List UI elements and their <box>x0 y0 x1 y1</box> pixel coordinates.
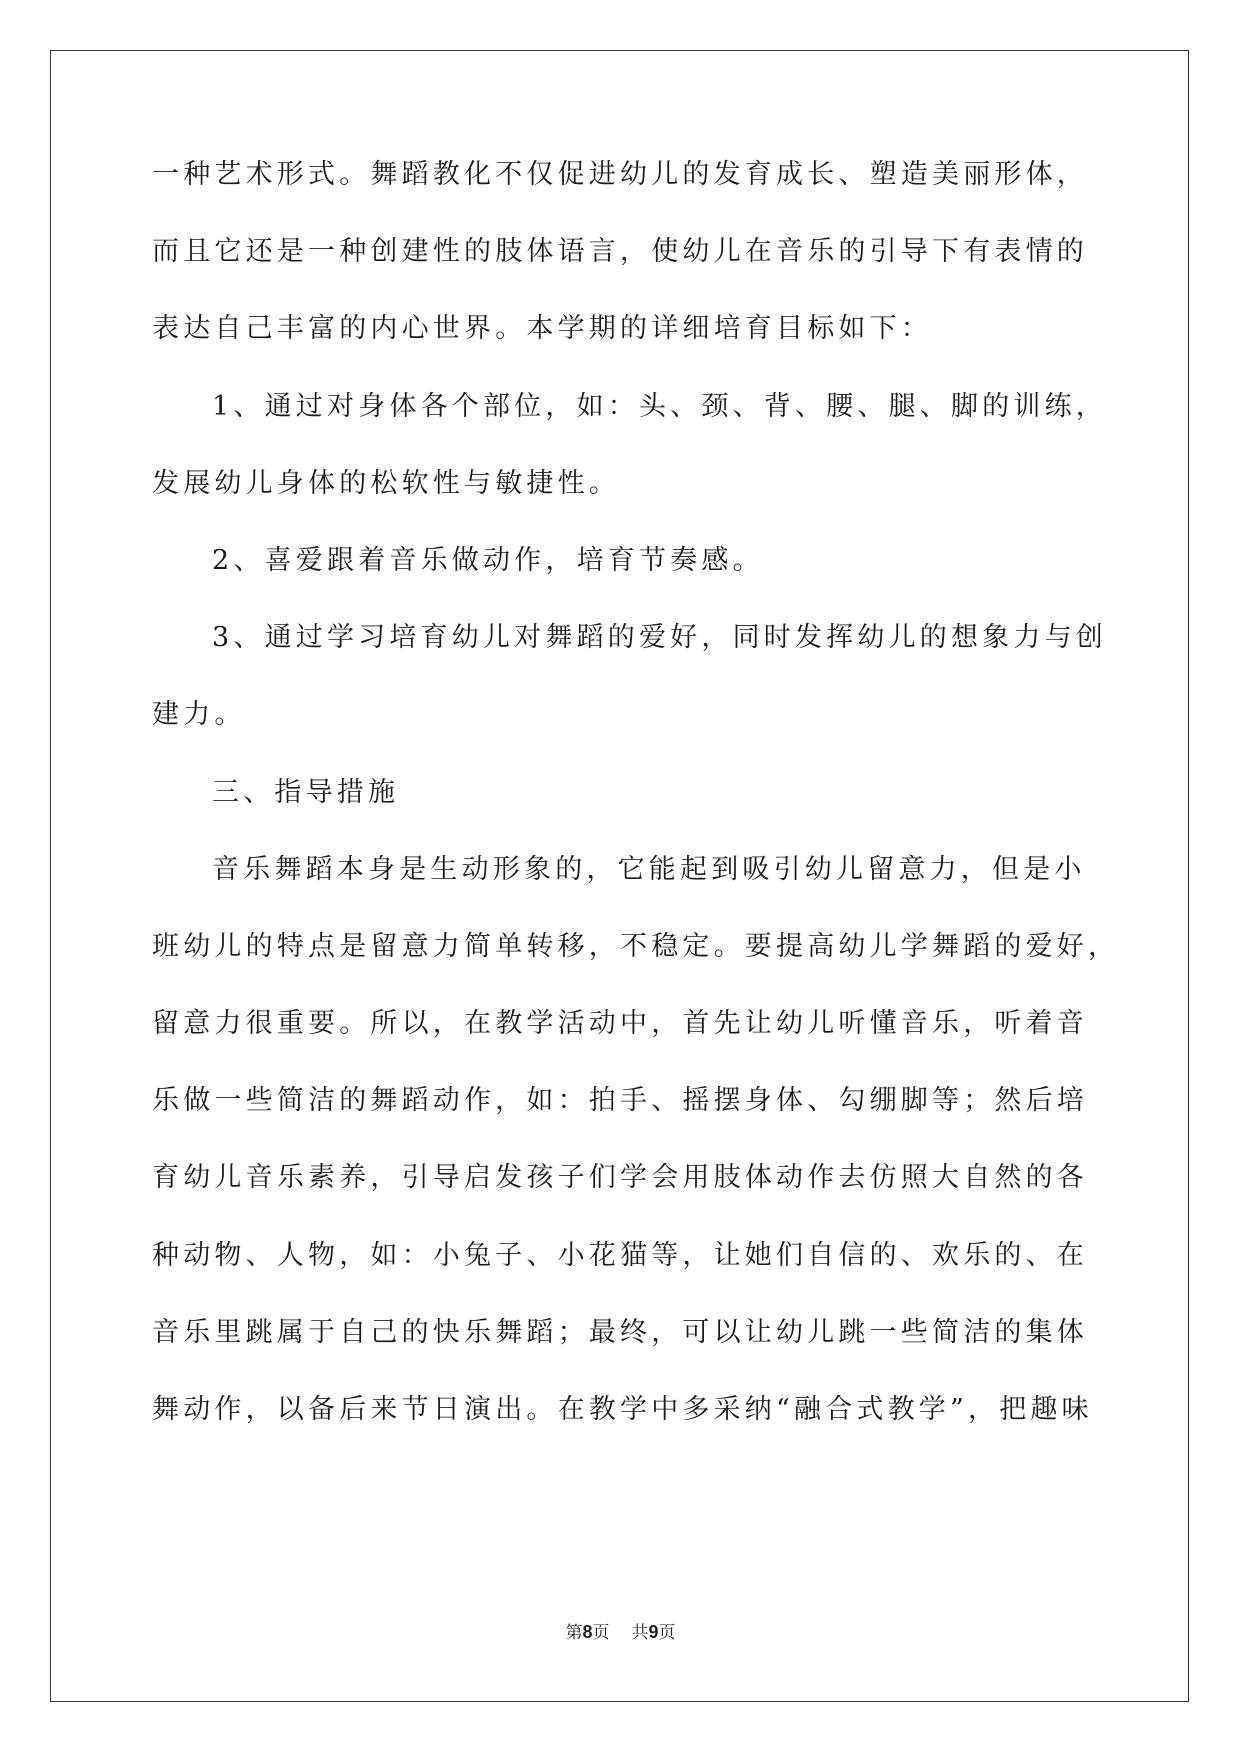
text-line: 2、喜爱跟着音乐做动作，培育节奏感。 <box>212 544 764 576</box>
text-line: 3、通过学习培育幼儿对舞蹈的爱好，同时发挥幼儿的想象力与创 <box>212 622 1107 654</box>
text-line: 育幼儿音乐素养，引导启发孩子们学会用肢体动作去仿照大自然的各 <box>152 1162 1088 1194</box>
section-heading: 三、指导措施 <box>212 776 400 808</box>
text-line: 建力。 <box>152 699 246 731</box>
text-line: 音乐舞蹈本身是生动形象的，它能起到吸引幼儿留意力，但是小 <box>212 853 1086 885</box>
page-suffix: 页 <box>592 1623 610 1643</box>
page-prefix: 第 <box>565 1623 583 1643</box>
text-line: 乐做一些简洁的舞蹈动作，如：拍手、摇摆身体、勾绷脚等；然后培 <box>152 1085 1088 1117</box>
text-line: 而且它还是一种创建性的肢体语言，使幼儿在音乐的引导下有表情的 <box>152 236 1088 268</box>
text-line: 班幼儿的特点是留意力简单转移，不稳定。要提高幼儿学舞蹈的爱好， <box>152 930 1120 962</box>
text-line: 音乐里跳属于自己的快乐舞蹈；最终，可以让幼儿跳一些简洁的集体 <box>152 1316 1088 1348</box>
text-line: 一种艺术形式。舞蹈教化不仅促进幼儿的发育成长、塑造美丽形体， <box>152 159 1088 190</box>
text-line: 舞动作，以备后来节日演出。在教学中多采纳“融合式教学”，把趣味 <box>152 1394 1093 1425</box>
total-prefix: 共 <box>631 1623 649 1643</box>
text-line: 种动物、人物，如：小兔子、小花猫等，让她们自信的、欢乐的、在 <box>152 1239 1088 1271</box>
text-line: 留意力很重要。所以，在教学活动中，首先让幼儿听懂音乐，听着音 <box>152 1008 1088 1040</box>
text-line: 1、通过对身体各个部位，如：头、颈、背、腰、腿、脚的训练， <box>212 390 1107 422</box>
current-page-number: 8 <box>582 1622 593 1642</box>
text-line: 发展幼儿身体的松软性与敏捷性。 <box>152 467 620 499</box>
page-footer <box>0 1618 1241 1643</box>
document-body <box>152 156 1120 1468</box>
text-line: 表达自己丰富的内心世界。本学期的详细培育目标如下： <box>152 313 932 345</box>
total-pages-number: 9 <box>648 1622 659 1642</box>
total-suffix: 页 <box>658 1623 676 1643</box>
